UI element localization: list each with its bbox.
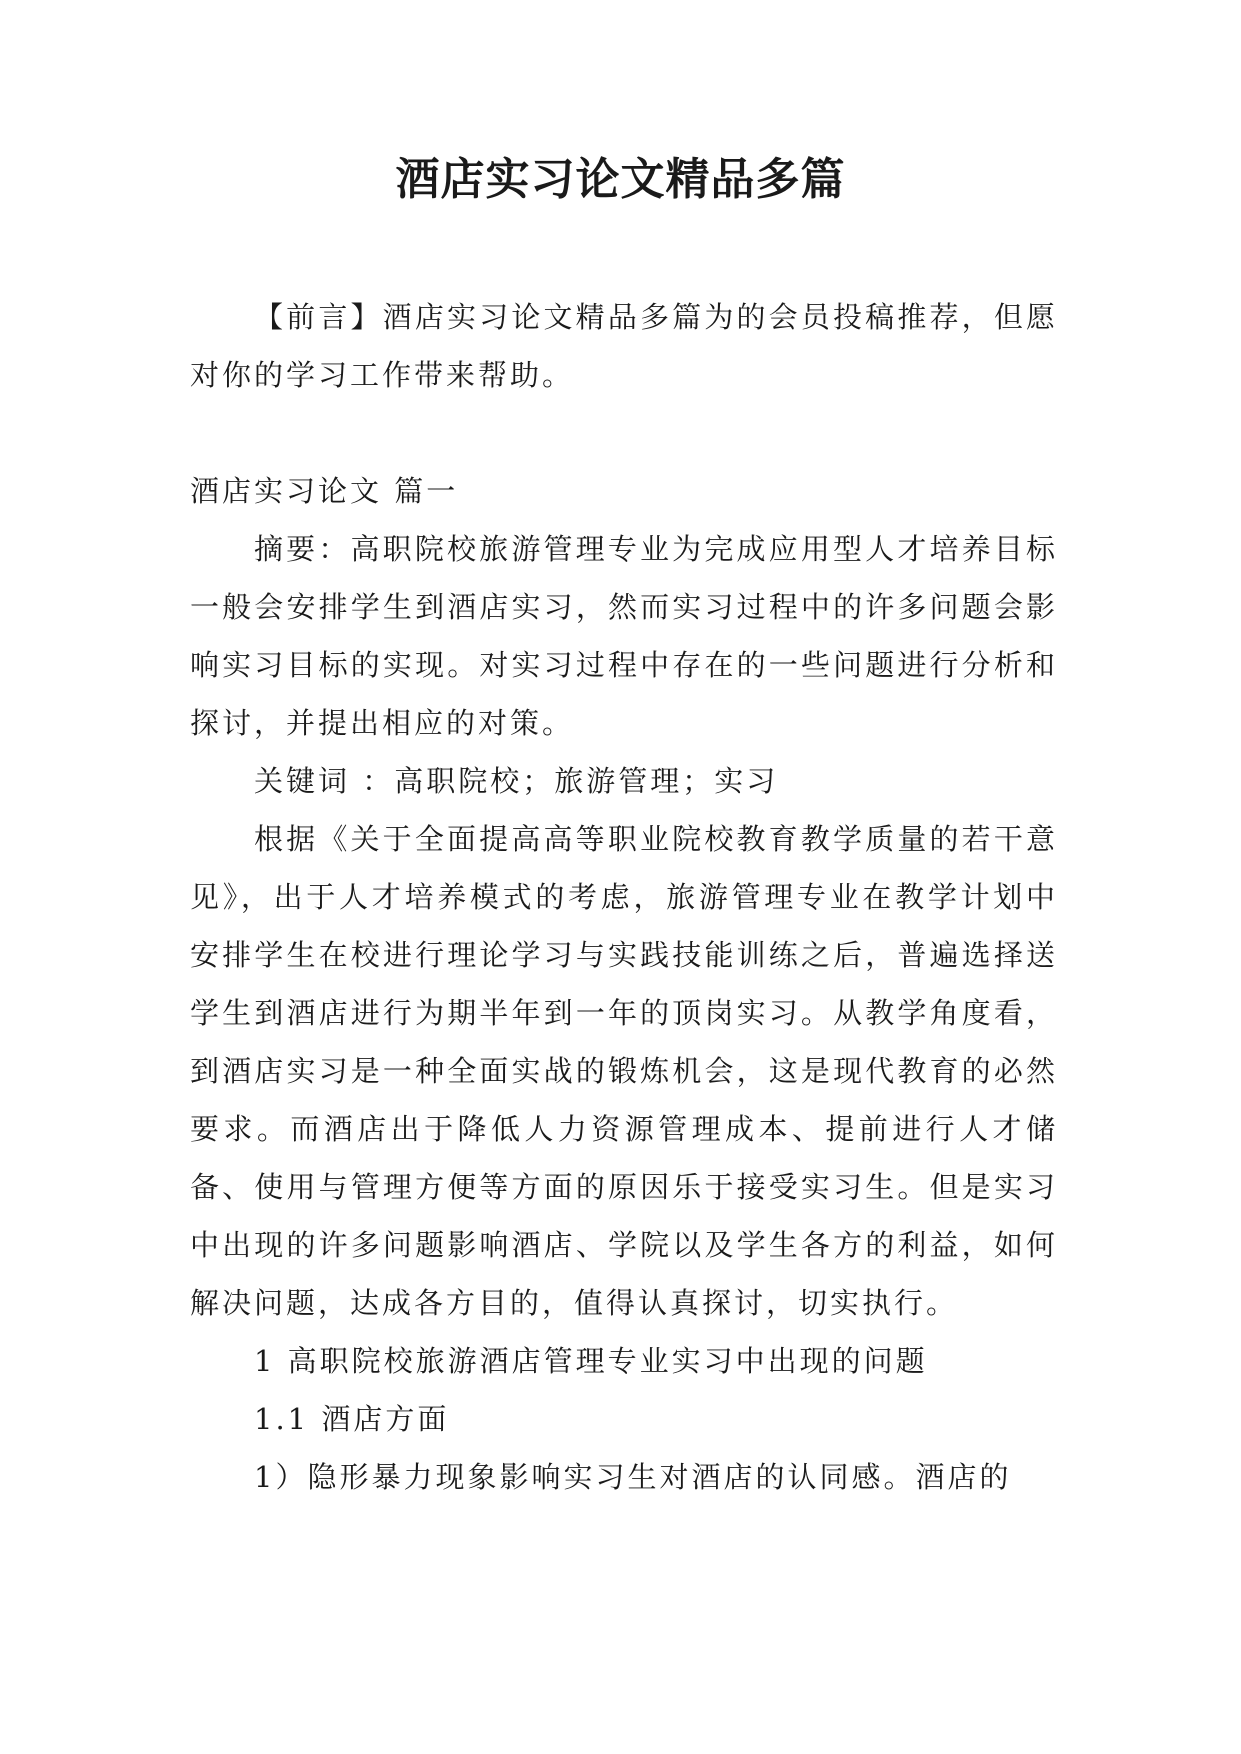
heading-level-2: 1.1 酒店方面 — [254, 1402, 450, 1436]
document-title: 酒店实习论文精品多篇 — [395, 154, 846, 205]
keywords-paragraph: 关键词 ：高职院校；旅游管理；实习 — [254, 764, 779, 798]
list-item: 1）隐形暴力现象影响实习生对酒店的认同感。酒店的 — [254, 1460, 1012, 1494]
preface-paragraph: 【前言】酒店实习论文精品多篇为的会员投稿推荐，但愿对你的学习工作带来帮助。 — [190, 300, 1058, 392]
section-heading: 酒店实习论文 篇一 — [190, 474, 459, 508]
body-paragraph: 根据《关于全面提高高等职业院校教育教学质量的若干意见》，出于人才培养模式的考虑，旅游管理专业在教学计划中安排学生在校进行理论学习与实践技能训练之后，普遍选择送学生到酒店进行为期半年到一年的顶岗实习。从教学角度看，到酒店实习是一种全面实战的锻炼机会，这是现代教育的必然要求。而酒店出于降低人力资源管理成本、提前进行人才储备、使用与管理方便等方面的原因乐于接受实习生。但是实习中出现的许多问题影响酒店、学院以及学生各方的利益，如何解决问题，达成各方目的，值得认真探讨，切实执行。 — [190, 822, 1058, 1320]
abstract-paragraph: 摘要：高职院校旅游管理专业为完成应用型人才培养目标一般会安排学生到酒店实习，然而实习过程中的许多问题会影响实习目标的实现。对实习过程中存在的一些问题进行分析和探讨，并提出相应的对策。 — [190, 532, 1058, 740]
document-body — [190, 288, 1058, 1506]
heading-level-1: 1 高职院校旅游酒店管理专业实习中出现的问题 — [254, 1344, 928, 1378]
